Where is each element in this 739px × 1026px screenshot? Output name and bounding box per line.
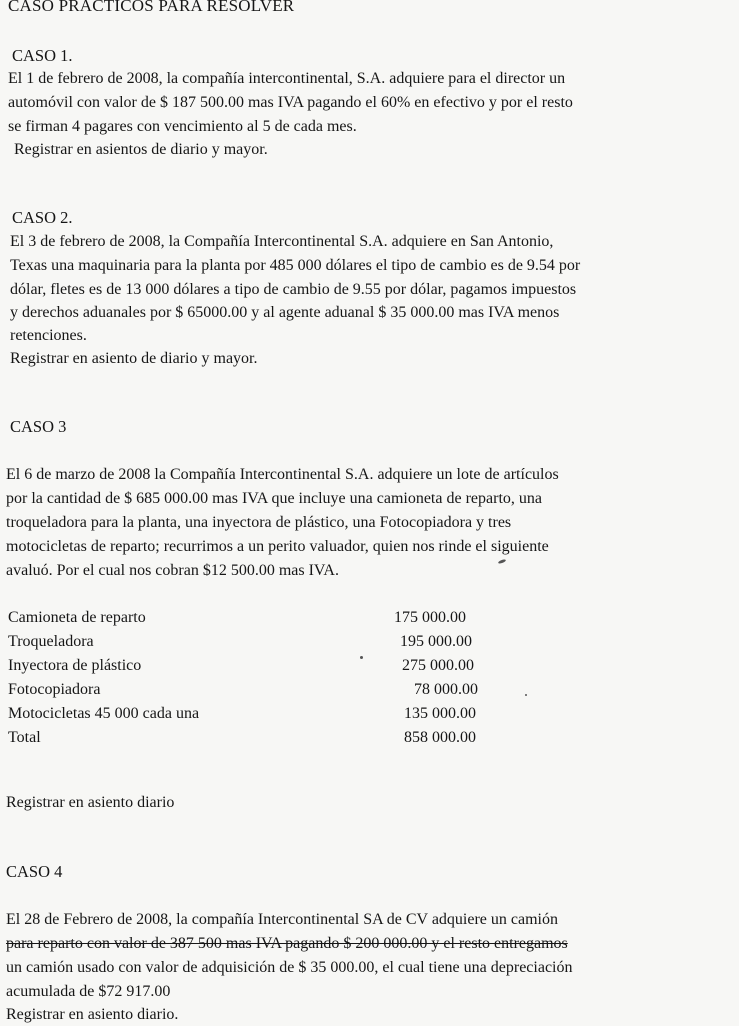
item-label: Inyectora de plástico [8,657,142,674]
caso1-line: se firman 4 pagares con vencimiento al 5 de cada mes. [8,118,357,135]
caso4-line: acumulada de $72 917.00 [6,983,171,1000]
item-label: Motocicletas 45 000 cada una [8,705,200,722]
caso2-line: retenciones. [10,327,87,344]
caso1-line: Registrar en asientos de diario y mayor. [14,141,268,158]
caso2-line: El 3 de febrero de 2008, la Compañía Intercontinental S.A. adquiere en San Antonio, [10,233,554,250]
caso1-line: automóvil con valor de $ 187 500.00 mas IVA pagando el 60% en efectivo y por el resto [8,94,573,111]
caso3-line: motocicletas de reparto; recurrimos a un perito valuador, quien nos rinde el siguiente [6,538,549,555]
caso4-line-struck: para reparto con valor de 387 500 mas IVA pagando $ 200 000.00 y el resto entregamos [6,935,568,952]
item-label: Total [8,729,41,746]
item-label: Camioneta de reparto [8,609,146,626]
caso3-line: avaluó. Por el cual nos cobran $12 500.00 mas IVA. [6,562,339,579]
item-value: 175 000.00 [394,609,466,626]
table-row [8,702,508,726]
caso2-line: y derechos aduanales por $ 65000.00 y al agente aduanal $ 35 000.00 mas IVA menos [10,304,560,321]
table-row [8,606,508,630]
table-row [8,654,508,678]
caso3-heading: CASO 3 [10,417,67,436]
caso1-heading: CASO 1. [12,46,73,65]
item-label: Fotocopiadora [8,681,101,698]
caso4-heading: CASO 4 [6,862,63,881]
item-value: 275 000.00 [402,657,474,674]
scan-speck [525,694,527,696]
table-row [8,630,508,654]
caso4-line: Registrar en asiento diario. [6,1006,179,1023]
table-row-total [8,726,508,750]
item-value: 135 000.00 [404,705,476,722]
valuation-table [8,606,508,750]
item-label: Troqueladora [8,633,94,650]
caso3-line: por la cantidad de $ 685 000.00 mas IVA que incluye una camioneta de reparto, una [6,490,542,507]
caso3-footer: Registrar en asiento diario [6,794,175,811]
page-title: CASO PRACTICOS PARA RESOLVER [8,0,295,15]
caso4-line: El 28 de Febrero de 2008, la compañía Intercontinental SA de CV adquiere un camión [6,911,558,928]
table-row [8,678,508,702]
caso2-heading: CASO 2. [12,208,73,227]
item-value: 858 000.00 [404,729,476,746]
caso3-line: troqueladora para la planta, una inyectora de plástico, una Fotocopiadora y tres [6,514,512,531]
item-value: 78 000.00 [414,681,478,698]
caso2-line: dólar, fletes es de 13 000 dólares a tipo de cambio de 9.55 por dólar, pagamos impuestos [10,281,577,298]
scan-speck [360,656,363,659]
caso2-line: Registrar en asiento de diario y mayor. [10,350,258,367]
scan-speck [498,559,507,565]
caso3-line: El 6 de marzo de 2008 la Compañía Intercontinental S.A. adquiere un lote de artículos [6,466,559,483]
caso4-line: un camión usado con valor de adquisición de $ 35 000.00, el cual tiene una depreciación [6,959,573,976]
caso1-line: El 1 de febrero de 2008, la compañía intercontinental, S.A. adquiere para el director un [8,70,566,87]
caso2-line: Texas una maquinaria para la planta por 485 000 dólares el tipo de cambio es de 9.54 por [10,257,581,274]
item-value: 195 000.00 [400,633,472,650]
